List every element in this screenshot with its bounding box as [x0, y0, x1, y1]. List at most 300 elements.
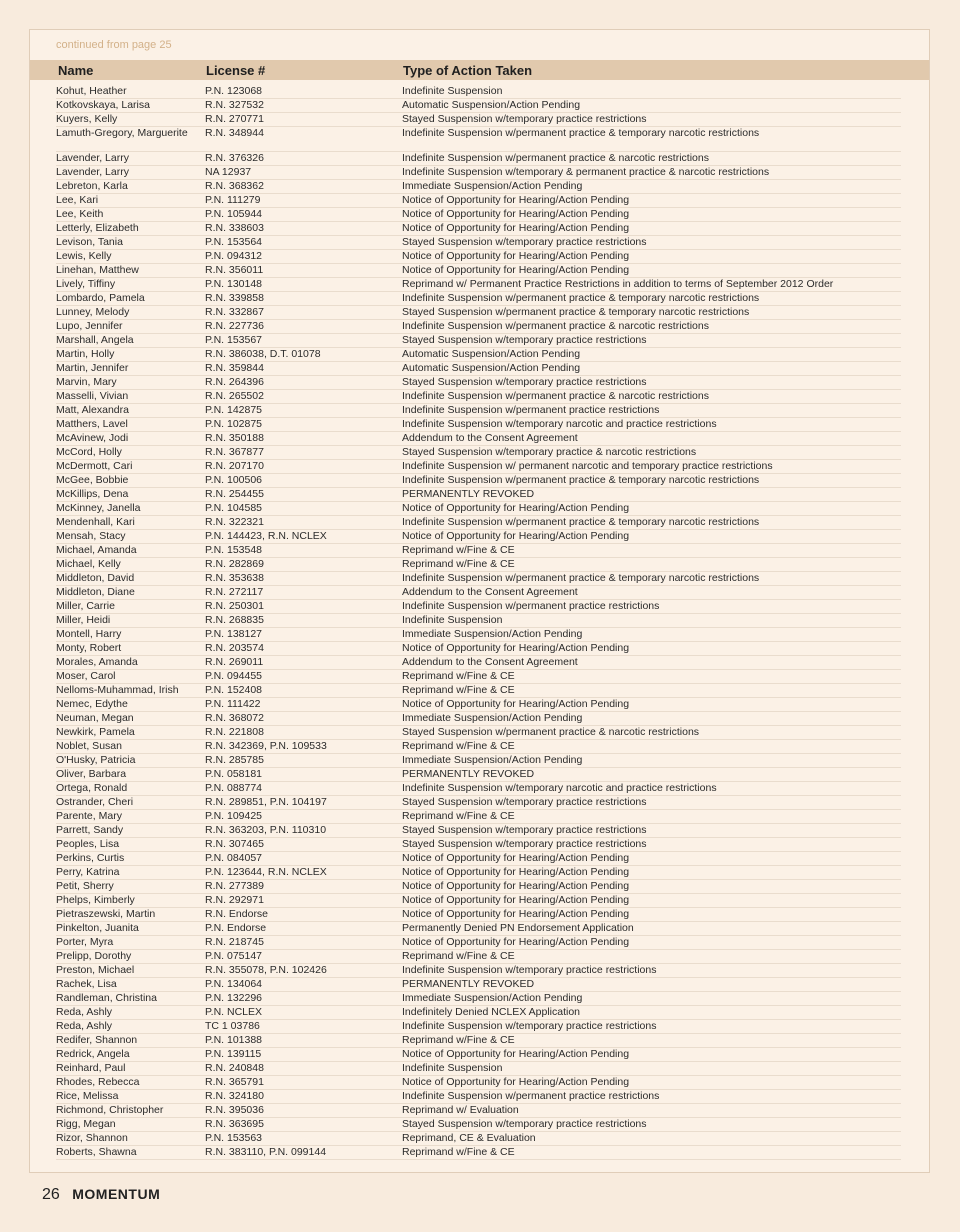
action-cell: PERMANENTLY REVOKED [402, 768, 535, 780]
table-row [56, 810, 901, 824]
table-row [56, 1048, 901, 1062]
name-cell: Perry, Katrina [56, 866, 120, 878]
table-row [56, 320, 901, 334]
table-row [56, 1118, 901, 1132]
action-cell: Immediate Suspension/Action Pending [402, 754, 583, 766]
table-row [56, 194, 901, 208]
license-cell: P.N. 142875 [205, 404, 263, 416]
action-cell: Addendum to the Consent Agreement [402, 656, 578, 668]
name-cell: Martin, Jennifer [56, 362, 129, 374]
license-cell: R.N. Endorse [205, 908, 269, 920]
table-row [56, 740, 901, 754]
name-cell: Lee, Keith [56, 208, 104, 220]
action-cell: Notice of Opportunity for Hearing/Action Pending [402, 1048, 630, 1060]
license-cell: R.N. 356011 [205, 264, 264, 276]
action-cell: Reprimand w/Fine & CE [402, 684, 515, 696]
action-cell: Notice of Opportunity for Hearing/Action Pending [402, 264, 630, 276]
action-cell: Immediate Suspension/Action Pending [402, 628, 583, 640]
license-cell: R.N. 272117 [205, 586, 264, 598]
license-cell: P.N. Endorse [205, 922, 267, 934]
license-cell: P.N. 152408 [205, 684, 263, 696]
table-row [56, 1104, 901, 1118]
table-row [56, 208, 901, 222]
table-row [56, 880, 901, 894]
action-cell: Immediate Suspension/Action Pending [402, 180, 583, 192]
action-cell: Notice of Opportunity for Hearing/Action Pending [402, 1076, 630, 1088]
action-cell: Indefinite Suspension w/permanent practice restrictions [402, 600, 660, 612]
table-row [56, 446, 901, 460]
license-cell: R.N. 395036 [205, 1104, 264, 1116]
name-cell: Matt, Alexandra [56, 404, 129, 416]
name-cell: Miller, Heidi [56, 614, 111, 626]
name-cell: Peoples, Lisa [56, 838, 120, 850]
name-cell: Levison, Tania [56, 236, 123, 248]
name-cell: Marvin, Mary [56, 376, 117, 388]
header-license: License # [206, 63, 266, 78]
license-cell: P.N. 153563 [205, 1132, 263, 1144]
action-cell: Notice of Opportunity for Hearing/Action Pending [402, 852, 630, 864]
name-cell: Kuyers, Kelly [56, 113, 118, 125]
table-row [56, 292, 901, 306]
license-cell: R.N. 269011 [205, 656, 264, 668]
content-panel [29, 29, 930, 1173]
name-cell: Linehan, Matthew [56, 264, 139, 276]
license-cell: R.N. 363203, P.N. 110310 [205, 824, 327, 836]
action-cell: Stayed Suspension w/temporary practice & narcotic restrictions [402, 446, 697, 458]
license-cell: P.N. 153564 [205, 236, 263, 248]
license-cell: NA 12937 [205, 166, 252, 178]
license-cell: R.N. 292971 [205, 894, 264, 906]
name-cell: Montell, Harry [56, 628, 122, 640]
table-row [56, 264, 901, 278]
name-cell: Parrett, Sandy [56, 824, 124, 836]
license-cell: R.N. 386038, D.T. 01078 [205, 348, 321, 360]
name-cell: Masselli, Vivian [56, 390, 129, 402]
license-cell: P.N. 094455 [205, 670, 263, 682]
name-cell: Roberts, Shawna [56, 1146, 137, 1158]
license-cell: P.N. 130148 [205, 278, 263, 290]
table-row [56, 936, 901, 950]
license-cell: P.N. 088774 [205, 782, 263, 794]
table-row [56, 113, 901, 127]
name-cell: Marshall, Angela [56, 334, 134, 346]
table-row [56, 922, 901, 936]
license-cell: P.N. 111279 [205, 194, 261, 206]
action-cell: Indefinite Suspension w/permanent practice & temporary narcotic restrictions [402, 516, 760, 528]
table-row [56, 432, 901, 446]
action-cell: Addendum to the Consent Agreement [402, 432, 578, 444]
name-cell: Nemec, Edythe [56, 698, 128, 710]
page-number: 26 [42, 1186, 60, 1203]
action-cell: Indefinite Suspension w/permanent practice & temporary narcotic restrictions [402, 127, 760, 139]
table-row [56, 306, 901, 320]
license-cell: R.N. 307465 [205, 838, 264, 850]
name-cell: Middleton, Diane [56, 586, 135, 598]
page-footer [42, 1186, 160, 1204]
table-row [56, 1034, 901, 1048]
action-cell: Stayed Suspension w/temporary practice restrictions [402, 376, 647, 388]
table-row [56, 127, 901, 152]
name-cell: Parente, Mary [56, 810, 122, 822]
action-cell: Indefinite Suspension w/temporary practice restrictions [402, 964, 657, 976]
name-cell: Letterly, Elizabeth [56, 222, 139, 234]
license-cell: P.N. NCLEX [205, 1006, 262, 1018]
license-cell: P.N. 111422 [205, 698, 261, 710]
table-row [56, 502, 901, 516]
action-cell: Notice of Opportunity for Hearing/Action Pending [402, 208, 630, 220]
license-cell: P.N. 101388 [205, 1034, 263, 1046]
action-cell: Indefinite Suspension w/permanent practice restrictions [402, 1090, 660, 1102]
table-row [56, 1062, 901, 1076]
name-cell: McAvinew, Jodi [56, 432, 129, 444]
table-row [56, 824, 901, 838]
table-row [56, 404, 901, 418]
table-row [56, 348, 901, 362]
action-cell: Notice of Opportunity for Hearing/Action Pending [402, 222, 630, 234]
action-cell: Indefinite Suspension [402, 614, 503, 626]
action-cell: Notice of Opportunity for Hearing/Action Pending [402, 880, 630, 892]
table-row [56, 530, 901, 544]
action-cell: Indefinite Suspension w/temporary narcotic and practice restrictions [402, 418, 717, 430]
action-cell: Immediate Suspension/Action Pending [402, 992, 583, 1004]
action-cell: Notice of Opportunity for Hearing/Action Pending [402, 642, 630, 654]
name-cell: Pinkelton, Juanita [56, 922, 139, 934]
name-cell: Petit, Sherry [56, 880, 114, 892]
name-cell: Reda, Ashly [56, 1020, 113, 1032]
table-row [56, 1020, 901, 1034]
table-row [56, 544, 901, 558]
name-cell: Redifer, Shannon [56, 1034, 138, 1046]
table-row [56, 642, 901, 656]
table-row [56, 796, 901, 810]
license-cell: P.N. 105944 [205, 208, 263, 220]
continued-note: continued from page 25 [56, 39, 172, 51]
license-cell: R.N. 342369, P.N. 109533 [205, 740, 327, 752]
license-cell: R.N. 327532 [205, 99, 264, 111]
name-cell: Kohut, Heather [56, 85, 127, 97]
license-cell: P.N. 123644, R.N. NCLEX [205, 866, 327, 878]
table-row [56, 684, 901, 698]
name-cell: Preston, Michael [56, 964, 135, 976]
license-cell: R.N. 282869 [205, 558, 264, 570]
license-cell: R.N. 368072 [205, 712, 264, 724]
table-row [56, 838, 901, 852]
license-cell: P.N. 109425 [205, 810, 263, 822]
license-cell: P.N. 134064 [205, 978, 263, 990]
name-cell: Lebreton, Karla [56, 180, 128, 192]
action-cell: Notice of Opportunity for Hearing/Action Pending [402, 250, 630, 262]
table-row [56, 866, 901, 880]
table-row [56, 614, 901, 628]
name-cell: Ortega, Ronald [56, 782, 128, 794]
table-row [56, 586, 901, 600]
name-cell: Neuman, Megan [56, 712, 134, 724]
name-cell: Reda, Ashly [56, 1006, 113, 1018]
license-cell: P.N. 139115 [205, 1048, 262, 1060]
table-row [56, 250, 901, 264]
table-row [56, 992, 901, 1006]
action-cell: Automatic Suspension/Action Pending [402, 348, 581, 360]
name-cell: Rigg, Megan [56, 1118, 116, 1130]
name-cell: Rizor, Shannon [56, 1132, 128, 1144]
action-cell: Reprimand w/Fine & CE [402, 558, 515, 570]
action-cell: Indefinite Suspension w/temporary & permanent practice & narcotic restrictions [402, 166, 770, 178]
action-cell: Reprimand w/Fine & CE [402, 1034, 515, 1046]
table-row [56, 236, 901, 250]
table-row [56, 726, 901, 740]
license-cell: R.N. 338603 [205, 222, 264, 234]
license-cell: R.N. 265502 [205, 390, 264, 402]
table-row [56, 600, 901, 614]
name-cell: McKinney, Janella [56, 502, 141, 514]
action-cell: Reprimand w/Fine & CE [402, 810, 515, 822]
action-cell: Indefinite Suspension w/permanent practice & temporary narcotic restrictions [402, 292, 760, 304]
action-cell: Indefinite Suspension w/temporary practice restrictions [402, 1020, 657, 1032]
name-cell: Morales, Amanda [56, 656, 138, 668]
license-cell: P.N. 153567 [205, 334, 263, 346]
table-row [56, 516, 901, 530]
action-cell: Indefinite Suspension w/permanent practice & temporary narcotic restrictions [402, 474, 760, 486]
license-cell: P.N. 138127 [205, 628, 263, 640]
license-cell: P.N. 094312 [205, 250, 263, 262]
license-cell: P.N. 144423, R.N. NCLEX [205, 530, 327, 542]
name-cell: McGee, Bobbie [56, 474, 129, 486]
table-row [56, 978, 901, 992]
action-cell: Reprimand w/ Evaluation [402, 1104, 519, 1116]
action-cell: Reprimand w/Fine & CE [402, 670, 515, 682]
name-cell: Matthers, Lavel [56, 418, 128, 430]
name-cell: O'Husky, Patricia [56, 754, 136, 766]
license-cell: R.N. 264396 [205, 376, 264, 388]
action-cell: Stayed Suspension w/temporary practice restrictions [402, 838, 647, 850]
name-cell: Richmond, Christopher [56, 1104, 164, 1116]
license-cell: P.N. 153548 [205, 544, 263, 556]
table-row [56, 698, 901, 712]
table-row [56, 376, 901, 390]
table-row [56, 964, 901, 978]
license-cell: R.N. 254455 [205, 488, 264, 500]
name-cell: Phelps, Kimberly [56, 894, 135, 906]
table-row [56, 460, 901, 474]
license-cell: R.N. 332867 [205, 306, 264, 318]
name-cell: Porter, Myra [56, 936, 114, 948]
table-body [30, 85, 929, 1160]
name-cell: Monty, Robert [56, 642, 122, 654]
table-header [30, 60, 929, 80]
license-cell: R.N. 221808 [205, 726, 264, 738]
name-cell: Rachek, Lisa [56, 978, 117, 990]
action-cell: Reprimand w/ Permanent Practice Restrictions in addition to terms of September 2012 Order [402, 278, 834, 290]
name-cell: McDermott, Cari [56, 460, 133, 472]
table-row [56, 334, 901, 348]
table-row [56, 1132, 901, 1146]
license-cell: TC 1 03786 [205, 1020, 260, 1032]
table-row [56, 1090, 901, 1104]
action-cell: Indefinite Suspension w/permanent practice & narcotic restrictions [402, 152, 709, 164]
table-row [56, 1006, 901, 1020]
action-cell: Notice of Opportunity for Hearing/Action Pending [402, 866, 630, 878]
action-cell: Notice of Opportunity for Hearing/Action Pending [402, 502, 630, 514]
name-cell: Miller, Carrie [56, 600, 115, 612]
name-cell: Lombardo, Pamela [56, 292, 145, 304]
license-cell: R.N. 365791 [205, 1076, 264, 1088]
table-row [56, 166, 901, 180]
name-cell: Moser, Carol [56, 670, 116, 682]
table-row [56, 754, 901, 768]
table-row [56, 99, 901, 113]
table-row [56, 1146, 901, 1160]
table-row [56, 278, 901, 292]
action-cell: Automatic Suspension/Action Pending [402, 362, 581, 374]
license-cell: P.N. 075147 [205, 950, 263, 962]
action-cell: Indefinite Suspension w/permanent practice & temporary narcotic restrictions [402, 572, 760, 584]
action-cell: Notice of Opportunity for Hearing/Action Pending [402, 908, 630, 920]
action-cell: Notice of Opportunity for Hearing/Action Pending [402, 936, 630, 948]
action-cell: Indefinitely Denied NCLEX Application [402, 1006, 581, 1018]
name-cell: Lunney, Melody [56, 306, 130, 318]
name-cell: Lamuth-Gregory, Marguerite [56, 127, 188, 139]
action-cell: PERMANENTLY REVOKED [402, 978, 535, 990]
license-cell: R.N. 322321 [205, 516, 264, 528]
action-cell: Reprimand, CE & Evaluation [402, 1132, 536, 1144]
table-row [56, 390, 901, 404]
table-row [56, 894, 901, 908]
license-cell: R.N. 268835 [205, 614, 264, 626]
action-cell: Stayed Suspension w/temporary practice restrictions [402, 1118, 647, 1130]
table-row [56, 656, 901, 670]
table-row [56, 180, 901, 194]
license-cell: R.N. 324180 [205, 1090, 264, 1102]
action-cell: Notice of Opportunity for Hearing/Action Pending [402, 194, 630, 206]
license-cell: P.N. 058181 [205, 768, 263, 780]
table-row [56, 488, 901, 502]
name-cell: Michael, Amanda [56, 544, 137, 556]
license-cell: P.N. 084057 [205, 852, 263, 864]
name-cell: Mendenhall, Kari [56, 516, 135, 528]
license-cell: P.N. 100506 [205, 474, 263, 486]
name-cell: Prelipp, Dorothy [56, 950, 132, 962]
name-cell: Oliver, Barbara [56, 768, 127, 780]
license-cell: P.N. 104585 [205, 502, 263, 514]
action-cell: Indefinite Suspension w/permanent practice & narcotic restrictions [402, 390, 709, 402]
license-cell: P.N. 102875 [205, 418, 263, 430]
license-cell: R.N. 207170 [205, 460, 264, 472]
name-cell: Nelloms-Muhammad, Irish [56, 684, 179, 696]
name-cell: Randleman, Christina [56, 992, 157, 1004]
action-cell: Reprimand w/Fine & CE [402, 740, 515, 752]
table-row [56, 908, 901, 922]
action-cell: Indefinite Suspension w/ permanent narcotic and temporary practice restrictions [402, 460, 773, 472]
action-cell: Notice of Opportunity for Hearing/Action Pending [402, 894, 630, 906]
table-row [56, 362, 901, 376]
license-cell: R.N. 348944 [205, 127, 264, 139]
license-cell: R.N. 368362 [205, 180, 264, 192]
table-row [56, 950, 901, 964]
action-cell: PERMANENTLY REVOKED [402, 488, 535, 500]
license-cell: R.N. 250301 [205, 600, 264, 612]
action-cell: Indefinite Suspension [402, 1062, 503, 1074]
license-cell: R.N. 240848 [205, 1062, 264, 1074]
action-cell: Stayed Suspension w/temporary practice restrictions [402, 113, 647, 125]
action-cell: Stayed Suspension w/temporary practice restrictions [402, 796, 647, 808]
magazine-title: MOMENTUM [72, 1186, 161, 1202]
table-row [56, 628, 901, 642]
license-cell: R.N. 359844 [205, 362, 264, 374]
name-cell: Ostrander, Cheri [56, 796, 134, 808]
table-row [56, 474, 901, 488]
name-cell: Lively, Tiffiny [56, 278, 116, 290]
license-cell: R.N. 350188 [205, 432, 264, 444]
action-cell: Stayed Suspension w/temporary practice restrictions [402, 236, 647, 248]
action-cell: Immediate Suspension/Action Pending [402, 712, 583, 724]
license-cell: R.N. 203574 [205, 642, 264, 654]
name-cell: Middleton, David [56, 572, 135, 584]
action-cell: Indefinite Suspension w/permanent practice restrictions [402, 404, 660, 416]
name-cell: Lewis, Kelly [56, 250, 112, 262]
action-cell: Indefinite Suspension w/permanent practice & narcotic restrictions [402, 320, 709, 332]
license-cell: R.N. 383110, P.N. 099144 [205, 1146, 327, 1158]
license-cell: R.N. 285785 [205, 754, 264, 766]
action-cell: Indefinite Suspension [402, 85, 503, 97]
name-cell: Reinhard, Paul [56, 1062, 126, 1074]
license-cell: R.N. 339858 [205, 292, 264, 304]
action-cell: Stayed Suspension w/permanent practice & narcotic restrictions [402, 726, 700, 738]
action-cell: Indefinite Suspension w/temporary narcotic and practice restrictions [402, 782, 717, 794]
table-row [56, 670, 901, 684]
action-cell: Reprimand w/Fine & CE [402, 950, 515, 962]
license-cell: R.N. 355078, P.N. 102426 [205, 964, 327, 976]
name-cell: Noblet, Susan [56, 740, 122, 752]
action-cell: Reprimand w/Fine & CE [402, 544, 515, 556]
action-cell: Addendum to the Consent Agreement [402, 586, 578, 598]
name-cell: McKillips, Dena [56, 488, 129, 500]
license-cell: R.N. 367877 [205, 446, 264, 458]
license-cell: R.N. 270771 [205, 113, 264, 125]
table-row [56, 558, 901, 572]
name-cell: Kotkovskaya, Larisa [56, 99, 150, 111]
table-row [56, 85, 901, 99]
action-cell: Stayed Suspension w/temporary practice restrictions [402, 824, 647, 836]
license-cell: R.N. 363695 [205, 1118, 264, 1130]
header-name: Name [58, 63, 94, 78]
license-cell: R.N. 227736 [205, 320, 264, 332]
table-row [56, 572, 901, 586]
table-row [56, 222, 901, 236]
action-cell: Stayed Suspension w/temporary practice restrictions [402, 334, 647, 346]
name-cell: Lavender, Larry [56, 166, 129, 178]
name-cell: Perkins, Curtis [56, 852, 125, 864]
table-row [56, 152, 901, 166]
name-cell: Rice, Melissa [56, 1090, 119, 1102]
action-cell: Notice of Opportunity for Hearing/Action Pending [402, 530, 630, 542]
license-cell: P.N. 123068 [205, 85, 263, 97]
action-cell: Automatic Suspension/Action Pending [402, 99, 581, 111]
table-row [56, 768, 901, 782]
action-cell: Notice of Opportunity for Hearing/Action Pending [402, 698, 630, 710]
table-row [56, 1076, 901, 1090]
name-cell: Martin, Holly [56, 348, 115, 360]
name-cell: Redrick, Angela [56, 1048, 130, 1060]
name-cell: Pietraszewski, Martin [56, 908, 156, 920]
action-cell: Permanently Denied PN Endorsement Application [402, 922, 634, 934]
action-cell: Stayed Suspension w/permanent practice & temporary narcotic restrictions [402, 306, 750, 318]
table-row [56, 712, 901, 726]
license-cell: R.N. 277389 [205, 880, 264, 892]
name-cell: McCord, Holly [56, 446, 122, 458]
header-action: Type of Action Taken [403, 63, 533, 78]
license-cell: R.N. 289851, P.N. 104197 [205, 796, 327, 808]
license-cell: R.N. 218745 [205, 936, 264, 948]
